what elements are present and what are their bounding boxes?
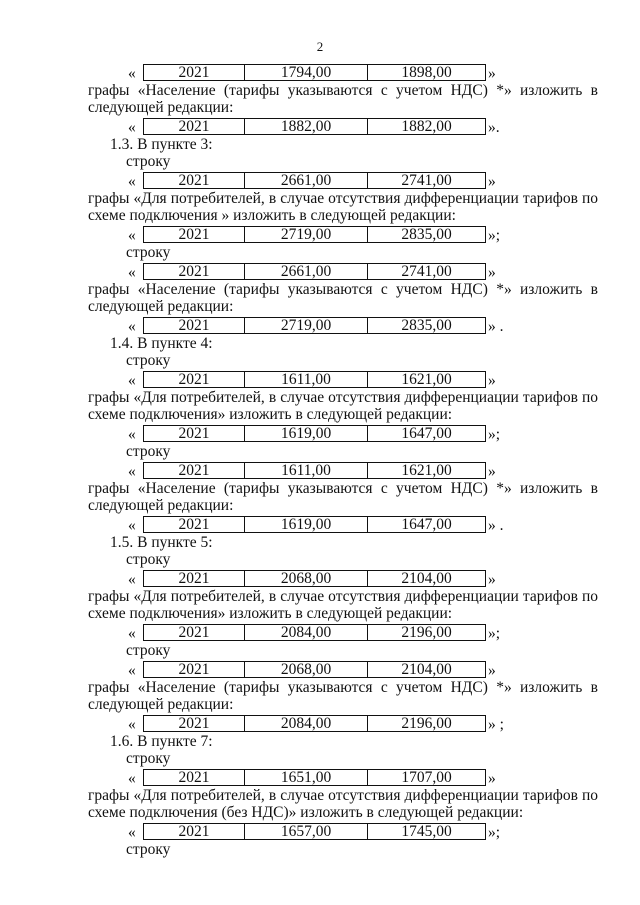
page-number: 2 bbox=[316, 39, 324, 54]
tariff-value-2: 1898,00 bbox=[368, 65, 486, 81]
paragraph-line: следующей редакции: bbox=[88, 99, 234, 116]
tariff-row bbox=[0, 62, 640, 82]
tariff-value-1: 2719,00 bbox=[245, 227, 368, 243]
paragraph bbox=[0, 281, 640, 315]
section-heading: 1.6. В пункте 7: bbox=[110, 733, 213, 750]
year-cell: 2021 bbox=[144, 625, 245, 641]
tariff-row bbox=[0, 460, 640, 480]
paragraph-line: графы «Население (тарифы указываются с учетом НДС) *» изложить в bbox=[88, 480, 598, 497]
tariff-value-2: 2196,00 bbox=[368, 625, 486, 641]
year-cell: 2021 bbox=[144, 426, 245, 442]
row-label: строку bbox=[126, 841, 171, 858]
paragraph-line: графы «Население (тарифы указываются с учетом НДС) *» изложить в bbox=[88, 679, 598, 696]
quote-close: » bbox=[488, 65, 496, 82]
tariff-table bbox=[143, 371, 486, 388]
tariff-value-2: 2104,00 bbox=[368, 662, 486, 678]
paragraph-line: схеме подключения (без НДС)» изложить в следующей редакции: bbox=[88, 804, 524, 821]
tariff-value-2: 1745,00 bbox=[368, 824, 486, 840]
quote-open: « bbox=[128, 517, 136, 534]
tariff-row bbox=[0, 514, 640, 534]
quote-close: » bbox=[488, 173, 496, 190]
paragraph-line: следующей редакции: bbox=[88, 298, 234, 315]
quote-open: « bbox=[128, 716, 136, 733]
tariff-table bbox=[143, 570, 486, 587]
tariff-value-1: 2084,00 bbox=[245, 716, 368, 732]
year-cell: 2021 bbox=[144, 318, 245, 334]
year-cell: 2021 bbox=[144, 517, 245, 533]
tariff-row bbox=[0, 659, 640, 679]
tariff-row bbox=[0, 767, 640, 787]
paragraph bbox=[0, 389, 640, 423]
tariff-table bbox=[143, 425, 486, 442]
year-cell: 2021 bbox=[144, 227, 245, 243]
quote-open: « bbox=[128, 824, 136, 841]
tariff-row bbox=[0, 224, 640, 244]
quote-open: « bbox=[128, 625, 136, 642]
year-cell: 2021 bbox=[144, 372, 245, 388]
tariff-value-1: 1611,00 bbox=[245, 463, 368, 479]
paragraph-line: схеме подключения » изложить в следующей редакции: bbox=[88, 207, 456, 224]
quote-close: » . bbox=[488, 517, 504, 534]
paragraph bbox=[0, 190, 640, 224]
year-cell: 2021 bbox=[144, 173, 245, 189]
quote-open: « bbox=[128, 264, 136, 281]
quote-open: « bbox=[128, 227, 136, 244]
year-cell: 2021 bbox=[144, 119, 245, 135]
document-body bbox=[0, 62, 640, 858]
tariff-value-2: 1621,00 bbox=[368, 372, 486, 388]
paragraph-line: следующей редакции: bbox=[88, 696, 234, 713]
section-heading: 1.5. В пункте 5: bbox=[110, 534, 213, 551]
paragraph bbox=[0, 588, 640, 622]
tariff-value-1: 1611,00 bbox=[245, 372, 368, 388]
quote-close: » bbox=[488, 463, 496, 480]
quote-close: » bbox=[488, 571, 496, 588]
quote-close: » bbox=[488, 372, 496, 389]
paragraph-line: графы «Для потребителей, в случае отсутствия дифференциации тарифов по bbox=[88, 787, 598, 804]
tariff-value-2: 1621,00 bbox=[368, 463, 486, 479]
quote-close: »; bbox=[488, 824, 501, 841]
tariff-value-2: 2835,00 bbox=[368, 227, 486, 243]
section-heading: 1.4. В пункте 4: bbox=[110, 335, 213, 352]
year-cell: 2021 bbox=[144, 716, 245, 732]
tariff-row bbox=[0, 170, 640, 190]
paragraph-line: графы «Для потребителей, в случае отсутствия дифференциации тарифов по bbox=[88, 190, 598, 207]
tariff-value-1: 1651,00 bbox=[245, 770, 368, 786]
tariff-table bbox=[143, 661, 486, 678]
row-label: строку bbox=[126, 244, 171, 261]
row-label: строку bbox=[126, 443, 171, 460]
tariff-table bbox=[143, 263, 486, 280]
paragraph-line: графы «Население (тарифы указываются с учетом НДС) *» изложить в bbox=[88, 82, 598, 99]
quote-open: « bbox=[128, 662, 136, 679]
tariff-value-2: 1882,00 bbox=[368, 119, 486, 135]
quote-close: »; bbox=[488, 227, 501, 244]
year-cell: 2021 bbox=[144, 463, 245, 479]
tariff-value-1: 1794,00 bbox=[245, 65, 368, 81]
tariff-value-1: 2719,00 bbox=[245, 318, 368, 334]
tariff-value-1: 2084,00 bbox=[245, 625, 368, 641]
paragraph-line: схеме подключения» изложить в следующей редакции: bbox=[88, 406, 453, 423]
paragraph bbox=[0, 82, 640, 116]
quote-open: « bbox=[128, 463, 136, 480]
quote-close: » bbox=[488, 770, 496, 787]
tariff-value-2: 1707,00 bbox=[368, 770, 486, 786]
tariff-row bbox=[0, 261, 640, 281]
paragraph-line: графы «Для потребителей, в случае отсутствия дифференциации тарифов по bbox=[88, 389, 598, 406]
row-label: строку bbox=[126, 153, 171, 170]
tariff-row bbox=[0, 622, 640, 642]
quote-close: » . bbox=[488, 318, 504, 335]
tariff-row bbox=[0, 713, 640, 733]
quote-open: « bbox=[128, 318, 136, 335]
paragraph-line: графы «Для потребителей, в случае отсутствия дифференциации тарифов по bbox=[88, 588, 598, 605]
quote-open: « bbox=[128, 770, 136, 787]
tariff-value-1: 2661,00 bbox=[245, 173, 368, 189]
year-cell: 2021 bbox=[144, 65, 245, 81]
row-label: строку bbox=[126, 750, 171, 767]
tariff-value-2: 2196,00 bbox=[368, 716, 486, 732]
tariff-row bbox=[0, 568, 640, 588]
quote-close: » bbox=[488, 662, 496, 679]
quote-open: « bbox=[128, 372, 136, 389]
quote-open: « bbox=[128, 65, 136, 82]
tariff-value-1: 1619,00 bbox=[245, 426, 368, 442]
quote-close: » ; bbox=[488, 716, 504, 733]
tariff-table bbox=[143, 172, 486, 189]
row-label: строку bbox=[126, 551, 171, 568]
tariff-value-1: 2068,00 bbox=[245, 571, 368, 587]
tariff-value-2: 2835,00 bbox=[368, 318, 486, 334]
tariff-value-1: 2068,00 bbox=[245, 662, 368, 678]
row-label: строку bbox=[126, 352, 171, 369]
tariff-table bbox=[143, 226, 486, 243]
tariff-value-1: 1657,00 bbox=[245, 824, 368, 840]
tariff-row bbox=[0, 116, 640, 136]
paragraph bbox=[0, 787, 640, 821]
paragraph bbox=[0, 679, 640, 713]
tariff-value-1: 2661,00 bbox=[245, 264, 368, 280]
year-cell: 2021 bbox=[144, 824, 245, 840]
tariff-value-2: 2741,00 bbox=[368, 264, 486, 280]
tariff-table bbox=[143, 462, 486, 479]
quote-open: « bbox=[128, 119, 136, 136]
tariff-table bbox=[143, 317, 486, 334]
paragraph bbox=[0, 480, 640, 514]
quote-close: » bbox=[488, 264, 496, 281]
tariff-table bbox=[143, 715, 486, 732]
quote-open: « bbox=[128, 571, 136, 588]
quote-open: « bbox=[128, 426, 136, 443]
tariff-value-2: 1647,00 bbox=[368, 426, 486, 442]
tariff-table bbox=[143, 823, 486, 840]
tariff-row bbox=[0, 369, 640, 389]
year-cell: 2021 bbox=[144, 662, 245, 678]
tariff-table bbox=[143, 516, 486, 533]
section-heading: 1.3. В пункте 3: bbox=[110, 136, 213, 153]
year-cell: 2021 bbox=[144, 571, 245, 587]
quote-open: « bbox=[128, 173, 136, 190]
quote-close: »; bbox=[488, 426, 501, 443]
paragraph-line: схеме подключения» изложить в следующей редакции: bbox=[88, 605, 453, 622]
tariff-table bbox=[143, 624, 486, 641]
tariff-value-2: 2104,00 bbox=[368, 571, 486, 587]
tariff-table bbox=[143, 118, 486, 135]
year-cell: 2021 bbox=[144, 770, 245, 786]
tariff-value-2: 2741,00 bbox=[368, 173, 486, 189]
tariff-row bbox=[0, 423, 640, 443]
tariff-value-1: 1619,00 bbox=[245, 517, 368, 533]
quote-close: ». bbox=[488, 119, 500, 136]
tariff-table bbox=[143, 64, 486, 81]
tariff-value-2: 1647,00 bbox=[368, 517, 486, 533]
year-cell: 2021 bbox=[144, 264, 245, 280]
tariff-row bbox=[0, 315, 640, 335]
row-label: строку bbox=[126, 642, 171, 659]
tariff-row bbox=[0, 821, 640, 841]
paragraph-line: следующей редакции: bbox=[88, 497, 234, 514]
paragraph-line: графы «Население (тарифы указываются с учетом НДС) *» изложить в bbox=[88, 281, 598, 298]
tariff-table bbox=[143, 769, 486, 786]
tariff-value-1: 1882,00 bbox=[245, 119, 368, 135]
quote-close: »; bbox=[488, 625, 501, 642]
